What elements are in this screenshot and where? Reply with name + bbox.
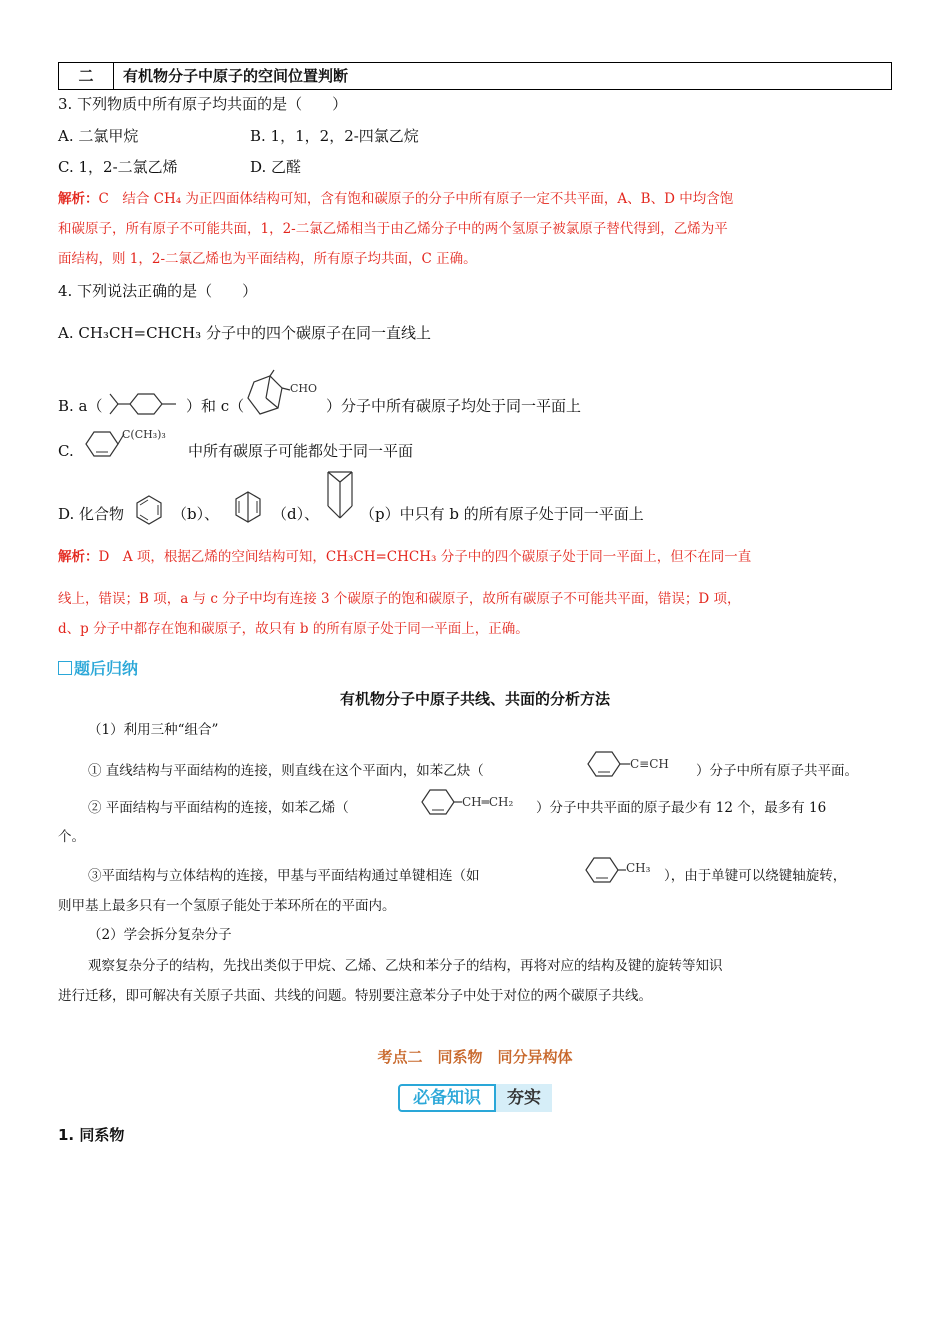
- chch2-label: CH═CH₂: [462, 795, 514, 809]
- summary-item2-line2: 个。: [58, 829, 85, 845]
- q3-answer-line1: 解析：C 结合 CH₄ 为正四面体结构可知，含有饱和碳原子的分子中所有原子一定不共平面，A、B、D 中均含饱: [58, 191, 734, 207]
- q3-answer-label: 解析：: [58, 191, 99, 207]
- structure-dewar-benzene-icon: [232, 490, 264, 526]
- kaodian-title: 考点二 同系物 同分异构体: [377, 1048, 573, 1066]
- q4-stem: 4. 下列说法正确的是（ ）: [58, 282, 258, 300]
- q4-answer-line1: 解析：D A 项，根据乙烯的空间结构可知，CH₃CH=CHCH₃ 分子中的四个碳原子处于同一平面上，但不在同一直: [58, 549, 752, 565]
- q3-stem: 3. 下列物质中所有原子均共面的是（ ）: [58, 95, 348, 113]
- summary-item2-post: ）分子中共平面的原子最少有 12 个，最多有 16: [536, 800, 827, 816]
- structure-toluene-icon: [580, 854, 664, 886]
- item-1-heading: 1. 同系物: [58, 1126, 125, 1144]
- q4-answer-line2: 线上，错误；B 项，a 与 c 分子中均有连接 3 个碳原子的饱和碳原子，故所有碳原子不可能共平面，错误；D 项，: [58, 591, 741, 607]
- summary-item3-pre: ③平面结构与立体结构的连接，甲基与平面结构通过单键相连（如: [88, 868, 480, 884]
- structure-a-icon: [104, 384, 184, 424]
- summary-heading: 题后归纳: [58, 656, 138, 679]
- ch3-label: CH₃: [626, 861, 651, 875]
- q4-option-c-pre: C.: [58, 442, 74, 460]
- q4-option-d-post: （p）中只有 b 的所有原子处于同一平面上: [360, 505, 644, 523]
- checkbox-icon: [58, 661, 72, 675]
- badge-right: 夯实: [496, 1084, 552, 1112]
- q3-option-a: A. 二氯甲烷: [58, 127, 139, 145]
- summary-p3-line1: 观察复杂分子的结构，先找出类似于甲烷、乙烯、乙炔和苯分子的结构，再将对应的结构及键的旋转等知识: [88, 958, 723, 974]
- section-header: [58, 62, 892, 90]
- q4-option-d-d: （d）、: [272, 505, 320, 523]
- summary-p2: （2）学会拆分复杂分子: [88, 927, 232, 943]
- q4-option-b-post: ）分子中所有碳原子均处于同一平面上: [326, 397, 582, 415]
- q4-answer-line3: d、p 分子中都存在饱和碳原子，故只有 b 的所有原子处于同一平面上，正确。: [58, 621, 529, 637]
- summary-item3-line2: 则甲基上最多只有一个氢原子能处于苯环所在的平面内。: [58, 898, 396, 914]
- structure-c-icon: [240, 368, 326, 426]
- cch3-label: C(CH₃)₃: [122, 428, 166, 441]
- q4-answer-label: 解析：: [58, 549, 99, 565]
- section-title: 有机物分子中原子的空间位置判断: [123, 67, 349, 85]
- summary-p3-line2: 进行迁移，即可解决有关原子共面、共线的问题。特别要注意苯分子中处于对位的两个碳原子共线。: [58, 988, 652, 1004]
- q3-option-d: D. 乙醛: [250, 158, 302, 176]
- summary-item2-pre: ② 平面结构与平面结构的连接，如苯乙烯（: [88, 800, 349, 816]
- cho-label: CHO: [290, 382, 318, 395]
- q3-option-b: B. 1，1，2，2-四氯乙烷: [250, 127, 419, 145]
- q4-option-c-post: 中所有碳原子可能都处于同一平面: [188, 442, 414, 460]
- summary-item1-post: ）分子中所有原子共平面。: [696, 763, 858, 779]
- q3-answer-line3: 面结构，则 1，2-二氯乙烯也为平面结构，所有原子均共面，C 正确。: [58, 251, 477, 267]
- structure-tbutylbenzene-icon: [80, 424, 184, 464]
- q4-option-d-b: （b）、: [172, 505, 220, 523]
- q4-option-d-pre: D. 化合物: [58, 505, 125, 523]
- q3-answer-line2: 和碳原子，所有原子不可能共面，1，2-二氯乙烯相当于由乙烯分子中的两个氢原子被氯原子替代得到，乙烯为平: [58, 221, 728, 237]
- q4-option-a: A. CH₃CH=CHCH₃ 分子中的四个碳原子在同一直线上: [58, 324, 431, 342]
- q4-option-b-pre: B. a（: [58, 397, 103, 415]
- q4-option-b-mid: ）和 c（: [186, 397, 245, 415]
- summary-item1-pre: ① 直线结构与平面结构的连接，则直线在这个平面内，如苯乙炔（: [88, 763, 484, 779]
- summary-p1: （1）利用三种“组合”: [88, 722, 219, 738]
- section-number: 二: [59, 63, 114, 89]
- structure-benzene-icon: [134, 494, 164, 528]
- structure-styrene-icon: [416, 786, 536, 818]
- structure-prismane-icon: [322, 466, 358, 522]
- badge-left: 必备知识: [398, 1084, 496, 1112]
- summary-title: 有机物分子中原子共线、共面的分析方法: [339, 690, 610, 708]
- structure-phenylacetylene-icon: [582, 748, 694, 780]
- q3-option-c: C. 1，2-二氯乙烯: [58, 158, 178, 176]
- cch-label: C≡CH: [630, 757, 669, 771]
- summary-item3-post: ），由于单键可以绕键轴旋转，: [664, 868, 847, 884]
